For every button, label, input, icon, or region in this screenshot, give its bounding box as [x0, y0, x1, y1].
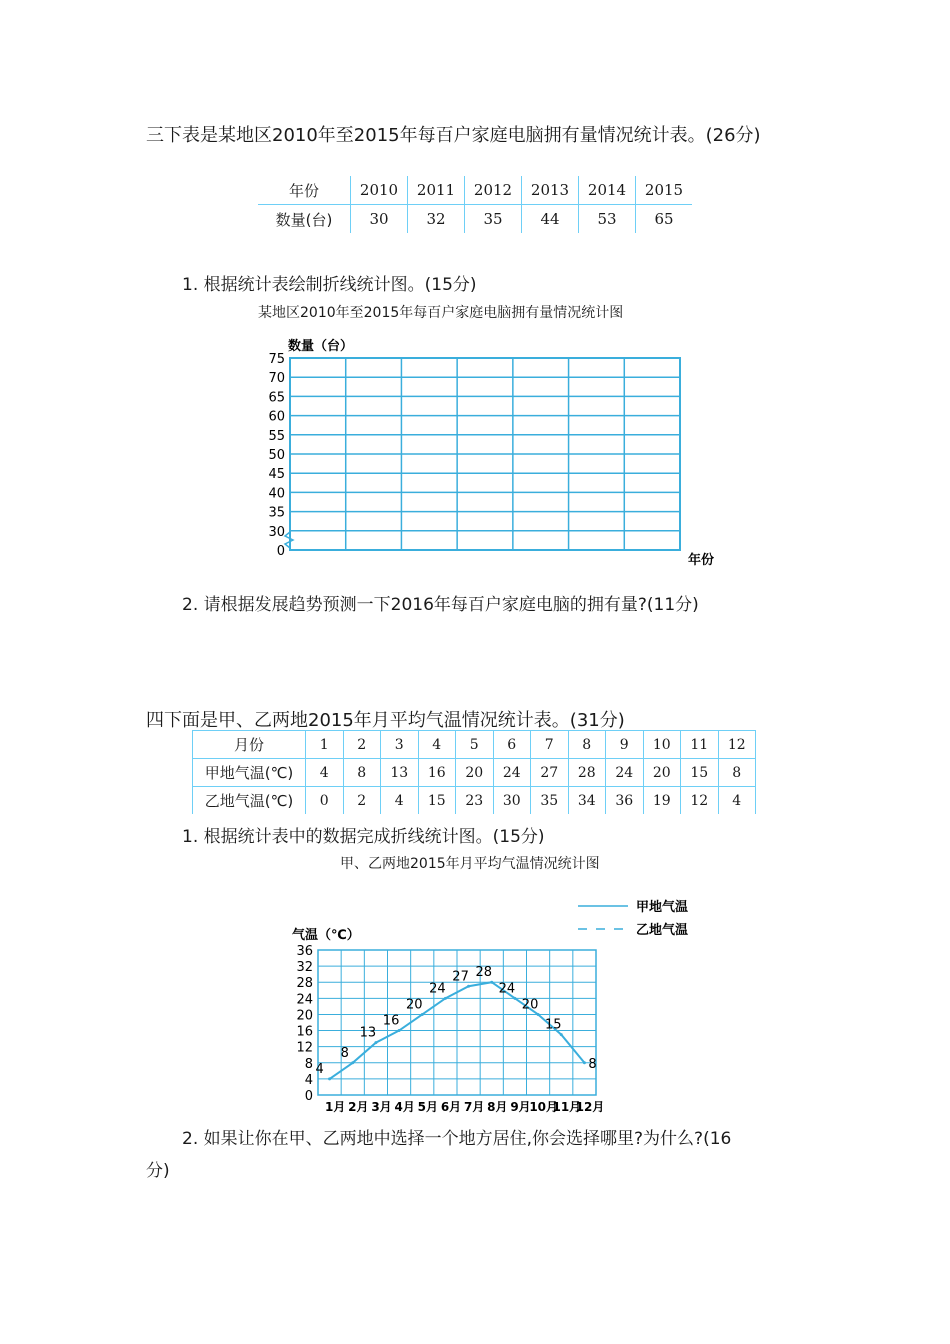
x-tick-label: 2月: [348, 1100, 369, 1114]
y-tick-label: 70: [268, 371, 285, 387]
x-tick-label: 10月: [529, 1100, 559, 1114]
y-tick-label: 0: [304, 1089, 313, 1104]
x-tick-label: 3月: [371, 1100, 392, 1114]
y-tick-label: 65: [268, 390, 285, 406]
data-label: 16: [382, 1013, 400, 1029]
temp-a-cell: 16: [418, 759, 456, 787]
data-point: [467, 985, 470, 988]
x-tick-label: 6月: [440, 1100, 462, 1114]
data-point: [490, 981, 493, 984]
y-tick-label: 32: [296, 960, 313, 976]
temp-b-cell: 23: [456, 787, 494, 815]
x-tick-label: 8月: [487, 1100, 508, 1114]
legend-item-b: 乙地气温: [636, 923, 689, 938]
row-label-month: 月份: [193, 731, 306, 759]
y-tick-label: 28: [296, 976, 313, 992]
section3-title: 三下表是某地区2010年至2015年每百户家庭电脑拥有量情况统计表。(26分): [146, 125, 761, 146]
month-cell: 9: [606, 731, 644, 759]
y-tick-label: 55: [268, 428, 285, 444]
temp-b-cell: 19: [643, 787, 681, 815]
table-row: [258, 205, 692, 234]
year-cell: 2010: [351, 176, 408, 205]
y-tick-label: 12: [296, 1040, 313, 1056]
month-cell: 6: [493, 731, 531, 759]
section3-question1: 1. 根据统计表绘制折线统计图。(15分): [182, 275, 477, 295]
data-label: 13: [359, 1025, 377, 1041]
data-label: 24: [429, 981, 446, 997]
y-tick-label: 0: [276, 544, 285, 559]
temp-a-cell: 28: [568, 759, 606, 787]
month-cell: 1: [306, 731, 344, 759]
x-tick-label: 1月: [324, 1100, 346, 1114]
y-tick-label: 20: [296, 1008, 313, 1024]
month-cell: 3: [381, 731, 419, 759]
data-label: 20: [521, 997, 539, 1013]
month-cell: 12: [718, 731, 756, 759]
data-label: 28: [475, 965, 493, 981]
data-label: 8: [340, 1045, 349, 1061]
month-cell: 11: [681, 731, 719, 759]
y-tick-label: 45: [268, 467, 285, 483]
section4-title: 四下面是甲、乙两地2015年月平均气温情况统计表。(31分): [146, 710, 625, 731]
year-cell: 2012: [465, 176, 522, 205]
data-label: 27: [452, 969, 469, 985]
chart2-title: 甲、乙两地2015年月平均气温情况统计图: [340, 856, 600, 872]
temp-a-cell: 27: [531, 759, 569, 787]
data-point: [374, 1041, 377, 1044]
row-label-quantity: 数量(台): [275, 210, 333, 229]
x-tick-label: 5月: [417, 1100, 439, 1114]
x-tick-label: 4月: [394, 1100, 415, 1114]
temp-b-cell: 35: [531, 787, 569, 815]
year-cell: 2014: [579, 176, 636, 205]
y-tick-label: 36: [296, 944, 313, 959]
temp-a-cell: 8: [718, 759, 756, 787]
data-label: 20: [405, 997, 423, 1013]
temp-a-cell: 24: [606, 759, 644, 787]
data-point: [421, 1013, 424, 1016]
temp-a-cell: 8: [343, 759, 381, 787]
quantity-cell: 44: [522, 205, 579, 234]
legend-item-a: 甲地气温: [636, 900, 689, 915]
row-label-place-a: 甲地气温(℃): [193, 759, 306, 787]
y-tick-label: 4: [304, 1072, 313, 1088]
y-tick-label: 40: [268, 486, 285, 502]
data-point: [583, 1061, 586, 1064]
y-tick-label: 60: [268, 409, 285, 425]
y-tick-label: 75: [268, 352, 285, 367]
quantity-cell: 32: [408, 205, 465, 234]
y-tick-label: 16: [296, 1024, 313, 1040]
section3-question2: 2. 请根据发展趋势预测一下2016年每百户家庭电脑的拥有量?(11分): [182, 595, 699, 615]
section4-question2-line2: 分): [146, 1161, 170, 1181]
data-point: [560, 1033, 563, 1036]
temp-a-cell: 13: [381, 759, 419, 787]
row-label-year: 年份: [258, 176, 351, 205]
temp-b-cell: 12: [681, 787, 719, 815]
chart1-ylabel: 数量（台）: [288, 339, 354, 354]
data-point: [398, 1029, 401, 1032]
row-label-place-b: 乙地气温(℃): [193, 787, 306, 815]
year-cell: 2013: [522, 176, 579, 205]
computer-ownership-table: [258, 176, 692, 233]
temp-a-cell: 4: [306, 759, 344, 787]
section4-question2-line1: 2. 如果让你在甲、乙两地中选择一个地方居住,你会选择哪里?为什么?(16: [182, 1129, 732, 1149]
data-label: 24: [498, 981, 516, 997]
temp-b-cell: 0: [306, 787, 344, 815]
chart1-title: 某地区2010年至2015年每百户家庭电脑拥有量情况统计图: [258, 305, 624, 321]
quantity-cell: 35: [465, 205, 522, 234]
y-tick-label: 24: [296, 992, 313, 1008]
quantity-cell: 30: [351, 205, 408, 234]
temp-a-cell: 20: [456, 759, 494, 787]
month-cell: 7: [531, 731, 569, 759]
temperature-chart: [260, 893, 730, 1118]
table-row: [193, 759, 756, 787]
x-tick-label: 12月: [575, 1100, 605, 1114]
data-point: [351, 1061, 354, 1064]
month-cell: 4: [418, 731, 456, 759]
temp-b-cell: 4: [381, 787, 419, 815]
data-label: 8: [588, 1056, 597, 1072]
temp-b-cell: 15: [418, 787, 456, 815]
section4-question1: 1. 根据统计表中的数据完成折线统计图。(15分): [182, 827, 545, 847]
y-tick-label: 8: [304, 1056, 313, 1072]
y-tick-label: 30: [268, 524, 285, 540]
quantity-cell: 53: [579, 205, 636, 234]
data-label: 4: [315, 1061, 324, 1077]
x-tick-label: 11月: [552, 1100, 582, 1114]
temp-b-cell: 30: [493, 787, 531, 815]
chart1-xlabel: 年份: [688, 553, 715, 568]
year-cell: 2011: [408, 176, 465, 205]
x-tick-label: 9月: [510, 1100, 531, 1114]
month-cell: 5: [456, 731, 494, 759]
year-cell: 2015: [636, 176, 693, 205]
data-point: [513, 997, 516, 1000]
month-cell: 8: [568, 731, 606, 759]
chart2-ylabel: 气温（℃）: [292, 928, 360, 943]
table-row: [258, 176, 692, 205]
data-point: [328, 1077, 331, 1080]
data-label: 15: [544, 1017, 562, 1033]
temp-b-cell: 36: [606, 787, 644, 815]
temp-b-cell: 34: [568, 787, 606, 815]
month-cell: 2: [343, 731, 381, 759]
data-point: [537, 1013, 540, 1016]
temperature-table: [192, 730, 756, 814]
temp-b-cell: 4: [718, 787, 756, 815]
y-tick-label: 50: [268, 448, 285, 463]
computer-ownership-chart: [260, 330, 740, 570]
temp-a-cell: 20: [643, 759, 681, 787]
temp-a-cell: 15: [681, 759, 719, 787]
temp-a-cell: 24: [493, 759, 531, 787]
quantity-cell: 65: [636, 205, 693, 234]
month-cell: 10: [643, 731, 681, 759]
x-tick-label: 7月: [463, 1100, 485, 1114]
data-point: [444, 997, 447, 1000]
table-row: [193, 731, 756, 759]
y-tick-label: 35: [268, 505, 285, 521]
table-row: [193, 787, 756, 815]
temp-b-cell: 2: [343, 787, 381, 815]
